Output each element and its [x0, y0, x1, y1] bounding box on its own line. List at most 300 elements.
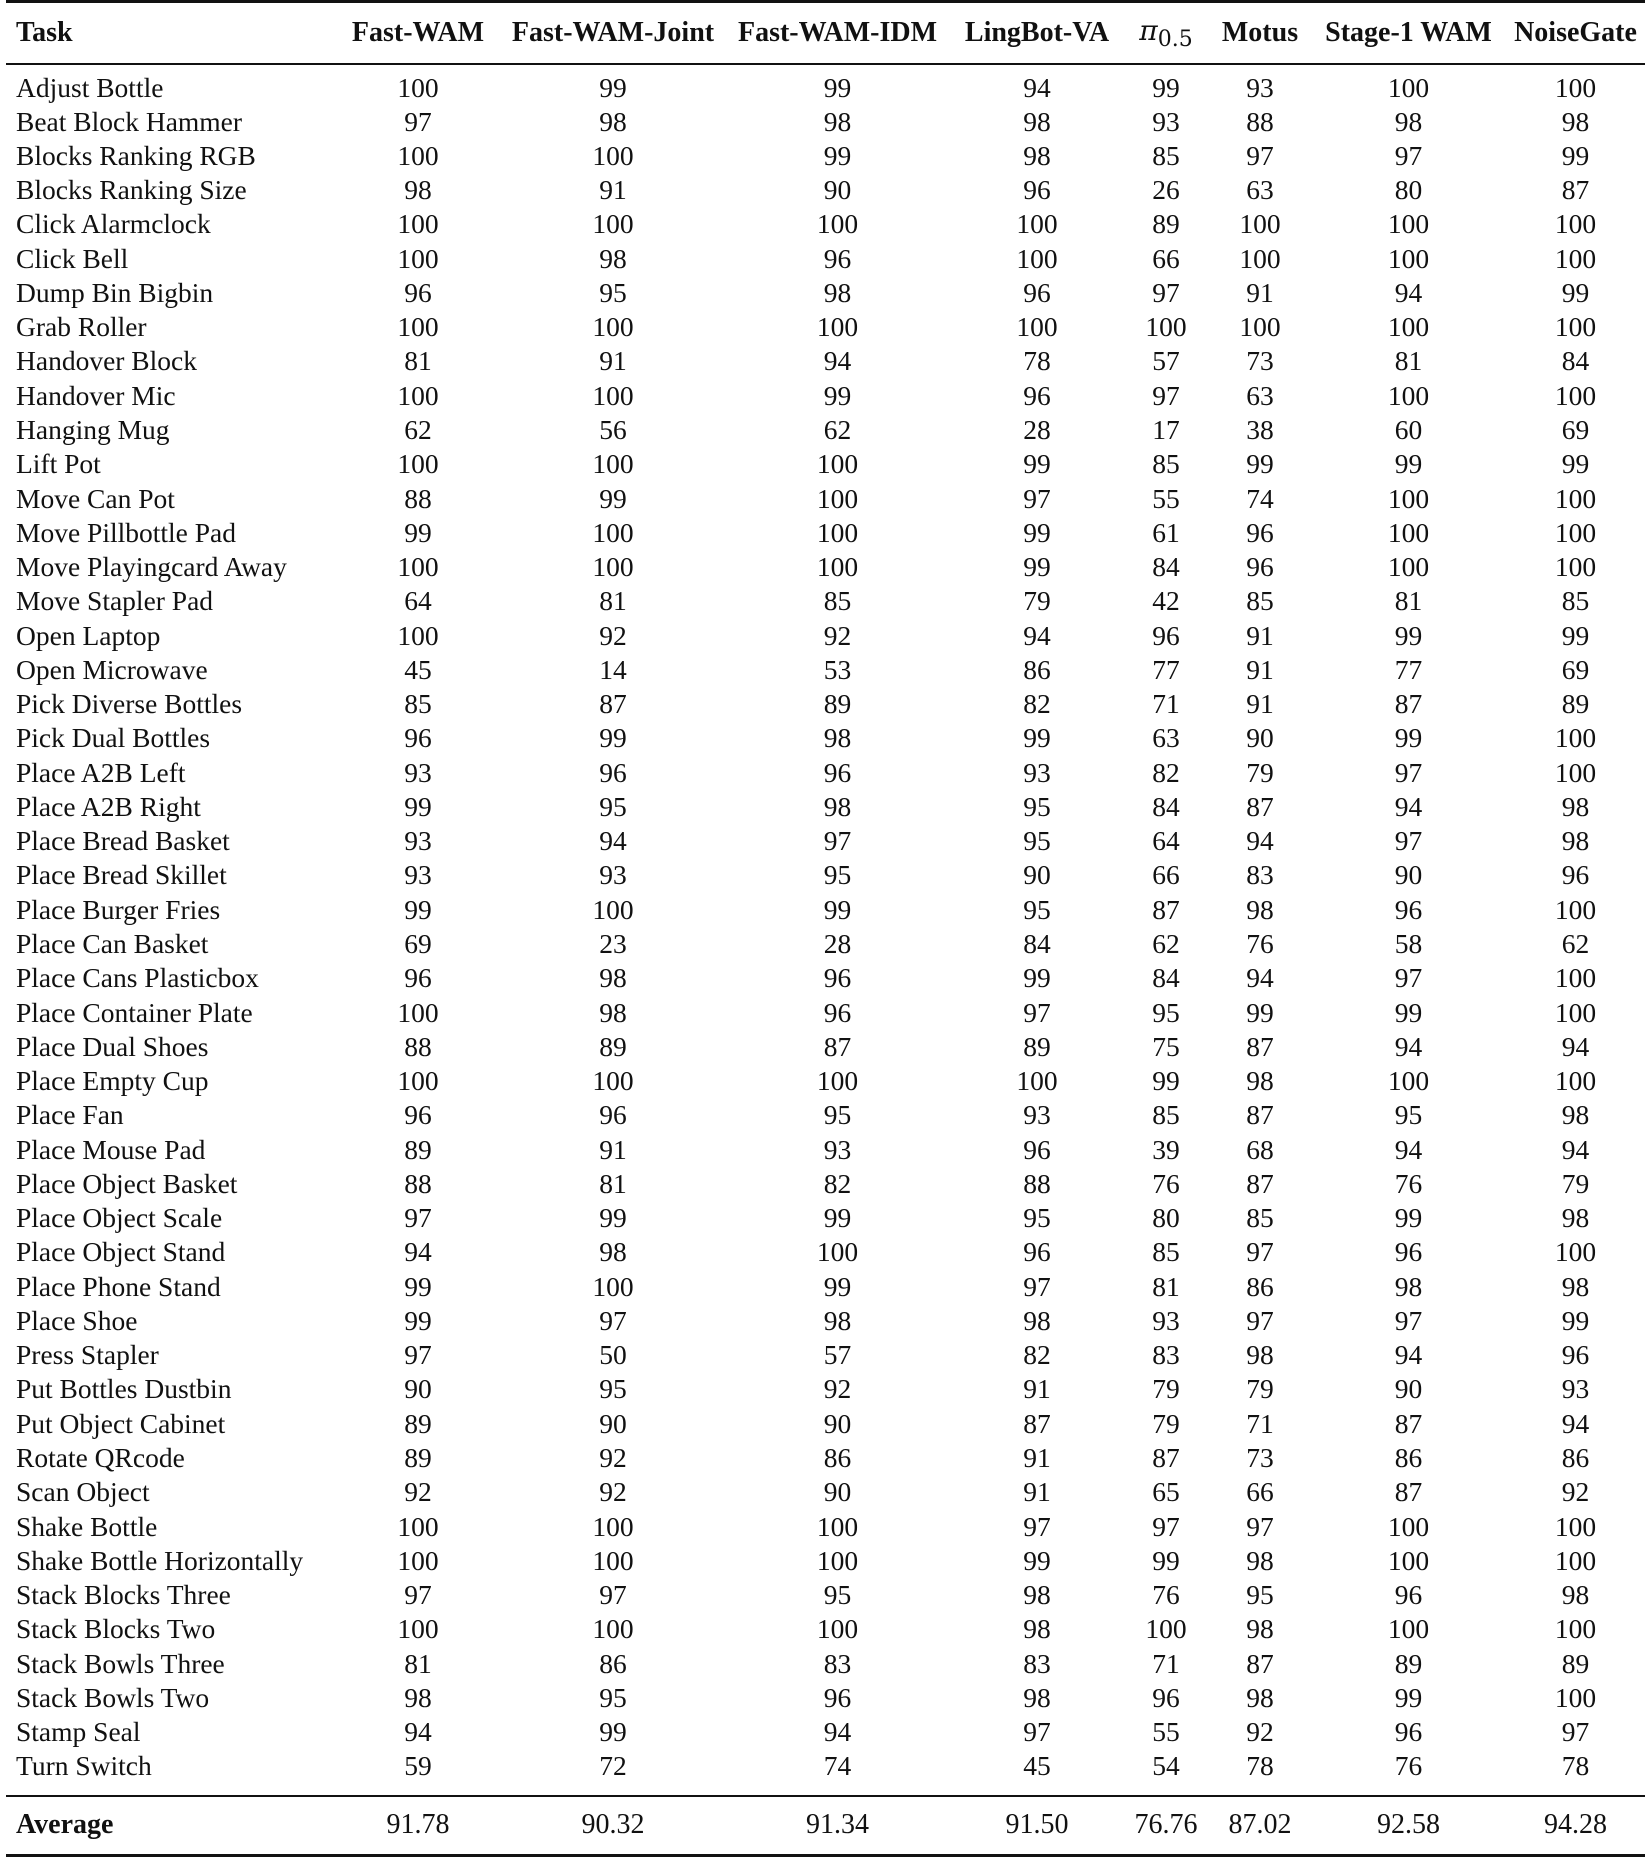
score-cell: 76 [1394, 1167, 1423, 1199]
score-cell: 73 [1246, 345, 1274, 377]
score-cell: 81 [404, 1647, 432, 1679]
score-cell: 90 [823, 1407, 852, 1439]
header-lingbot-va: LingBot-VA [951, 2, 1123, 64]
score-cell: 99 [404, 1304, 432, 1336]
score-cell: 57 [1152, 345, 1180, 377]
score-cell: 74 [1246, 482, 1274, 514]
score-cell: 90 [404, 1373, 432, 1405]
header-fast-wam: Fast-WAM [334, 2, 502, 64]
table-row [6, 550, 1645, 584]
table-row [6, 1338, 1645, 1372]
score-cell: 100 [1554, 756, 1597, 788]
score-cell: 98 [1561, 1202, 1590, 1234]
score-cell: 87 [1246, 790, 1274, 822]
score-cell: 100 [397, 996, 439, 1028]
score-cell: 99 [1023, 551, 1051, 583]
score-cell: 84 [1152, 962, 1180, 994]
score-cell: 91 [1246, 688, 1274, 720]
score-cell: 89 [404, 1441, 432, 1473]
score-cell: 63 [1246, 379, 1274, 411]
score-cell: 87 [599, 688, 627, 720]
score-cell: 98 [599, 996, 627, 1028]
score-cell: 88 [1246, 105, 1274, 137]
score-cell: 83 [1023, 1647, 1051, 1679]
score-cell: 95 [823, 1099, 852, 1131]
table-row [6, 790, 1645, 824]
score-cell: 99 [404, 893, 432, 925]
score-cell: 95 [1023, 893, 1051, 925]
score-cell: 99 [823, 1270, 852, 1302]
score-cell: 97 [1152, 379, 1180, 411]
score-cell: 91 [1246, 619, 1274, 651]
score-cell: 62 [1561, 928, 1590, 959]
score-cell: 96 [1246, 551, 1274, 583]
score-cell: 100 [592, 448, 634, 480]
score-cell: 98 [823, 1304, 852, 1336]
score-cell: 100 [1145, 311, 1187, 343]
score-cell: 100 [1554, 1065, 1597, 1097]
average-cell: 76.76 [1123, 1796, 1209, 1856]
score-cell: 90 [823, 174, 852, 206]
score-cell: 63 [1246, 174, 1274, 206]
score-cell: 100 [397, 379, 439, 411]
score-cell: 86 [1023, 653, 1051, 685]
score-cell: 97 [1394, 756, 1423, 788]
header-row [6, 2, 1645, 64]
score-cell: 99 [1394, 996, 1423, 1028]
score-cell: 100 [397, 71, 439, 103]
score-cell: 98 [1561, 1579, 1590, 1611]
score-cell: 85 [1561, 585, 1590, 617]
score-cell: 100 [592, 1065, 634, 1097]
score-cell: 66 [1246, 1476, 1274, 1508]
score-cell: 94 [1394, 1339, 1423, 1371]
score-cell: 98 [1561, 790, 1590, 822]
score-cell: 97 [1152, 276, 1180, 308]
table-row [6, 653, 1645, 687]
score-cell: 100 [1554, 311, 1597, 343]
score-cell: 71 [1152, 688, 1180, 720]
header-fast-wam-idm: Fast-WAM-IDM [724, 2, 951, 64]
score-cell: 94 [1561, 1133, 1590, 1165]
table-row [6, 893, 1645, 927]
table-row [6, 687, 1645, 721]
score-cell: 77 [1152, 653, 1180, 685]
task-name-cell: Blocks Ranking RGB [16, 139, 256, 171]
score-cell: 97 [1246, 1510, 1274, 1542]
score-cell: 96 [1023, 174, 1051, 206]
score-cell: 99 [1023, 962, 1051, 994]
score-cell: 98 [1246, 1544, 1274, 1576]
task-name-cell: Place Object Stand [16, 1236, 226, 1268]
score-cell: 100 [1239, 311, 1281, 343]
score-cell: 100 [1554, 482, 1597, 514]
score-cell: 100 [1387, 71, 1430, 103]
score-cell: 100 [1554, 242, 1597, 274]
score-cell: 73 [1246, 1441, 1274, 1473]
score-cell: 98 [1023, 1579, 1051, 1611]
score-cell: 68 [1246, 1133, 1274, 1165]
score-cell: 100 [1554, 996, 1597, 1028]
score-cell: 92 [599, 619, 627, 651]
score-cell: 89 [404, 1407, 432, 1439]
average-cell: 91.78 [334, 1796, 502, 1856]
table-row [6, 824, 1645, 858]
score-cell: 95 [1023, 1202, 1051, 1234]
average-cell: 92.58 [1311, 1796, 1506, 1856]
score-cell: 28 [823, 928, 852, 959]
task-name-cell: Move Can Pot [16, 482, 175, 514]
score-cell: 97 [599, 1304, 627, 1336]
task-name-cell: Stack Blocks Two [16, 1613, 216, 1645]
table-row [6, 1167, 1645, 1201]
score-cell: 100 [397, 139, 439, 171]
table-row [6, 927, 1645, 961]
task-name-cell: Place Object Scale [16, 1202, 223, 1234]
task-name-cell: Click Alarmclock [16, 208, 211, 240]
score-cell: 99 [599, 1202, 627, 1234]
table-row [6, 1509, 1645, 1543]
score-cell: 95 [823, 1579, 852, 1611]
task-name-cell: Place Bread Skillet [16, 859, 227, 891]
score-cell: 100 [1016, 1065, 1058, 1097]
score-cell: 97 [1394, 825, 1423, 857]
table-row [6, 995, 1645, 1029]
task-name-cell: Move Playingcard Away [16, 551, 287, 583]
score-cell: 99 [1023, 448, 1051, 480]
score-cell: 95 [599, 790, 627, 822]
score-cell: 80 [1394, 174, 1423, 206]
score-cell: 78 [1246, 1750, 1274, 1782]
score-cell: 81 [599, 1167, 627, 1199]
score-cell: 100 [592, 1510, 634, 1542]
score-cell: 97 [823, 825, 852, 857]
score-cell: 98 [404, 1681, 432, 1713]
task-name-cell: Adjust Bottle [16, 71, 164, 103]
score-cell: 99 [1023, 1544, 1051, 1576]
score-cell: 45 [1023, 1750, 1051, 1782]
score-cell: 87 [823, 1030, 852, 1062]
score-cell: 98 [1561, 825, 1590, 857]
table-row [6, 1749, 1645, 1783]
score-cell: 91 [1023, 1441, 1051, 1473]
average-label: Average [6, 1796, 334, 1856]
task-name-cell: Place Dual Shoes [16, 1030, 209, 1062]
score-cell: 97 [1023, 996, 1051, 1028]
score-cell: 98 [599, 962, 627, 994]
table-row [6, 139, 1645, 173]
score-cell: 99 [823, 139, 852, 171]
score-cell: 98 [599, 105, 627, 137]
score-cell: 42 [1152, 585, 1180, 617]
score-cell: 85 [823, 585, 852, 617]
table-row [6, 516, 1645, 550]
score-cell: 96 [823, 756, 852, 788]
score-cell: 96 [1023, 1133, 1051, 1165]
score-cell: 78 [1561, 1750, 1590, 1782]
score-cell: 88 [1023, 1167, 1051, 1199]
score-cell: 95 [1394, 1099, 1423, 1131]
score-cell: 98 [599, 1236, 627, 1268]
score-cell: 100 [1554, 1613, 1597, 1645]
score-cell: 100 [816, 208, 859, 240]
score-cell: 100 [397, 1510, 439, 1542]
score-cell: 59 [404, 1750, 432, 1782]
score-cell: 69 [1561, 414, 1590, 446]
score-cell: 100 [1387, 1065, 1430, 1097]
score-cell: 98 [823, 276, 852, 308]
score-cell: 100 [397, 311, 439, 343]
score-cell: 99 [1394, 722, 1423, 754]
table-row [6, 413, 1645, 447]
score-cell: 98 [823, 790, 852, 822]
score-cell: 93 [1561, 1373, 1590, 1405]
score-cell: 98 [1023, 139, 1051, 171]
table-row [6, 1544, 1645, 1578]
pi-subscript: 0.5 [1157, 26, 1193, 52]
score-cell: 99 [599, 1716, 627, 1748]
score-cell: 99 [823, 893, 852, 925]
score-cell: 100 [1554, 1544, 1597, 1576]
score-cell: 93 [404, 859, 432, 891]
score-cell: 90 [1394, 859, 1423, 891]
task-name-cell: Place Burger Fries [16, 893, 221, 925]
score-cell: 62 [1152, 928, 1180, 959]
score-cell: 99 [1152, 1065, 1180, 1097]
score-cell: 99 [1246, 448, 1274, 480]
score-cell: 89 [1561, 688, 1590, 720]
score-cell: 94 [1561, 1030, 1590, 1062]
pi-symbol: π [1139, 13, 1158, 47]
score-cell: 97 [1246, 1304, 1274, 1336]
score-cell: 97 [1394, 962, 1423, 994]
score-cell: 83 [1152, 1339, 1180, 1371]
task-name-cell: Place Container Plate [16, 996, 253, 1028]
score-cell: 64 [404, 585, 432, 617]
score-cell: 99 [1394, 448, 1423, 480]
score-cell: 82 [1152, 756, 1180, 788]
score-cell: 100 [1239, 208, 1281, 240]
score-cell: 88 [404, 1030, 432, 1062]
score-cell: 100 [1554, 516, 1597, 548]
score-cell: 38 [1246, 414, 1274, 446]
score-cell: 94 [1394, 1030, 1423, 1062]
score-cell: 84 [1561, 345, 1590, 377]
score-cell: 100 [1387, 551, 1430, 583]
score-cell: 87 [1394, 688, 1423, 720]
score-cell: 99 [404, 790, 432, 822]
score-cell: 91 [599, 174, 627, 206]
average-cell: 94.28 [1506, 1796, 1645, 1856]
header-pi-0-5 [1123, 2, 1209, 64]
score-cell: 75 [1152, 1030, 1180, 1062]
score-cell: 95 [599, 276, 627, 308]
score-cell: 91 [1246, 653, 1274, 685]
score-cell: 99 [823, 379, 852, 411]
score-cell: 100 [1554, 722, 1597, 754]
score-cell: 87 [1023, 1407, 1051, 1439]
score-cell: 97 [1152, 1510, 1180, 1542]
score-cell: 85 [1152, 448, 1180, 480]
score-cell: 100 [1554, 893, 1597, 925]
task-name-cell: Turn Switch [16, 1750, 152, 1782]
score-cell: 100 [816, 1510, 859, 1542]
score-cell: 99 [1561, 1304, 1590, 1336]
score-cell: 82 [1023, 688, 1051, 720]
score-cell: 63 [1152, 722, 1180, 754]
score-cell: 100 [1554, 1510, 1597, 1542]
score-cell: 99 [823, 71, 852, 103]
score-cell: 86 [1394, 1441, 1423, 1473]
results-table [6, 0, 1645, 1857]
score-cell: 85 [1246, 1202, 1274, 1234]
score-cell: 97 [404, 1202, 432, 1234]
score-cell: 100 [1387, 1544, 1430, 1576]
score-cell: 100 [1554, 1681, 1597, 1713]
task-name-cell: Place Object Basket [16, 1167, 238, 1199]
score-cell: 98 [1561, 105, 1590, 137]
score-cell: 100 [1387, 1510, 1430, 1542]
score-cell: 53 [823, 653, 852, 685]
table-row [6, 105, 1645, 139]
score-cell: 79 [1561, 1167, 1590, 1199]
score-cell: 79 [1152, 1407, 1180, 1439]
score-cell: 45 [404, 653, 432, 685]
task-name-cell: Shake Bottle Horizontally [16, 1544, 304, 1576]
table-row [6, 1441, 1645, 1475]
score-cell: 100 [592, 1613, 634, 1645]
table-row [6, 858, 1645, 892]
table-row [6, 1064, 1645, 1098]
score-cell: 84 [1152, 551, 1180, 583]
task-name-cell: Blocks Ranking Size [16, 174, 247, 206]
score-cell: 96 [1023, 1236, 1051, 1268]
table-row [6, 242, 1645, 276]
score-cell: 89 [404, 1133, 432, 1165]
score-cell: 95 [1152, 996, 1180, 1028]
score-cell: 100 [1554, 208, 1597, 240]
score-cell: 81 [599, 585, 627, 617]
score-cell: 100 [1387, 379, 1430, 411]
task-name-cell: Pick Dual Bottles [16, 722, 211, 754]
score-cell: 74 [823, 1750, 852, 1782]
score-cell: 82 [823, 1167, 852, 1199]
score-cell: 81 [1394, 345, 1423, 377]
task-name-cell: Move Stapler Pad [16, 585, 214, 617]
score-cell: 94 [1561, 1407, 1590, 1439]
score-cell: 80 [1152, 1202, 1180, 1234]
score-cell: 94 [404, 1236, 432, 1268]
score-cell: 97 [1023, 1716, 1051, 1748]
task-name-cell: Handover Block [16, 345, 197, 377]
score-cell: 100 [397, 448, 439, 480]
score-cell: 99 [1394, 1202, 1423, 1234]
score-cell: 69 [404, 928, 432, 959]
score-cell: 100 [592, 311, 634, 343]
score-cell: 98 [404, 174, 432, 206]
score-cell: 85 [1246, 585, 1274, 617]
score-cell: 99 [1246, 996, 1274, 1028]
score-cell: 98 [823, 722, 852, 754]
score-cell: 81 [1152, 1270, 1180, 1302]
score-cell: 83 [823, 1647, 852, 1679]
score-cell: 99 [1561, 139, 1590, 171]
table-row [6, 344, 1645, 378]
task-name-cell: Pick Diverse Bottles [16, 688, 243, 720]
score-cell: 99 [599, 71, 627, 103]
score-cell: 50 [599, 1339, 627, 1371]
table-row [6, 447, 1645, 481]
score-cell: 96 [1246, 516, 1274, 548]
score-cell: 99 [1561, 619, 1590, 651]
table-row [6, 310, 1645, 344]
score-cell: 100 [1016, 208, 1058, 240]
table-row [6, 1372, 1645, 1406]
score-cell: 97 [1023, 482, 1051, 514]
score-cell: 98 [1246, 1681, 1274, 1713]
table-row [6, 276, 1645, 310]
score-cell: 78 [1023, 345, 1051, 377]
score-cell: 90 [1394, 1373, 1423, 1405]
score-cell: 93 [1023, 1099, 1051, 1131]
task-name-cell: Stamp Seal [16, 1716, 141, 1748]
score-cell: 54 [1152, 1750, 1180, 1782]
score-cell: 98 [1023, 1304, 1051, 1336]
score-cell: 97 [1023, 1510, 1051, 1542]
score-cell: 96 [823, 962, 852, 994]
score-cell: 95 [1246, 1579, 1274, 1611]
score-cell: 94 [1246, 962, 1274, 994]
score-cell: 93 [599, 859, 627, 891]
score-cell: 14 [599, 653, 627, 685]
score-cell: 97 [1394, 1304, 1423, 1336]
score-cell: 100 [1016, 311, 1058, 343]
score-cell: 98 [599, 242, 627, 274]
score-cell: 62 [404, 414, 432, 446]
score-cell: 100 [592, 551, 634, 583]
score-cell: 97 [599, 1579, 627, 1611]
score-cell: 71 [1246, 1407, 1274, 1439]
score-cell: 94 [599, 825, 627, 857]
score-cell: 100 [397, 551, 439, 583]
score-cell: 76 [1152, 1167, 1180, 1199]
score-cell: 100 [592, 139, 634, 171]
table-row [6, 1201, 1645, 1235]
score-cell: 95 [599, 1373, 627, 1405]
task-name-cell: Dump Bin Bigbin [16, 276, 214, 308]
score-cell: 98 [1023, 1613, 1051, 1645]
score-cell: 39 [1152, 1133, 1180, 1165]
task-name-cell: Place Cans Plasticbox [16, 962, 259, 994]
header-noisegate: NoiseGate [1506, 2, 1645, 64]
average-cell: 90.32 [502, 1796, 724, 1856]
score-cell: 90 [1246, 722, 1274, 754]
task-name-cell: Stack Bowls Three [16, 1647, 225, 1679]
score-cell: 94 [404, 1716, 432, 1748]
score-cell: 99 [823, 1202, 852, 1234]
score-cell: 96 [1152, 1681, 1180, 1713]
score-cell: 90 [1023, 859, 1051, 891]
score-cell: 87 [1246, 1647, 1274, 1679]
score-cell: 100 [592, 893, 634, 925]
task-name-cell: Place Empty Cup [16, 1065, 209, 1097]
table-row [6, 1270, 1645, 1304]
table-body [6, 64, 1645, 1784]
score-cell: 100 [397, 242, 439, 274]
score-cell: 94 [1023, 619, 1051, 651]
score-cell: 89 [1023, 1030, 1051, 1062]
score-cell: 100 [1554, 1236, 1597, 1268]
